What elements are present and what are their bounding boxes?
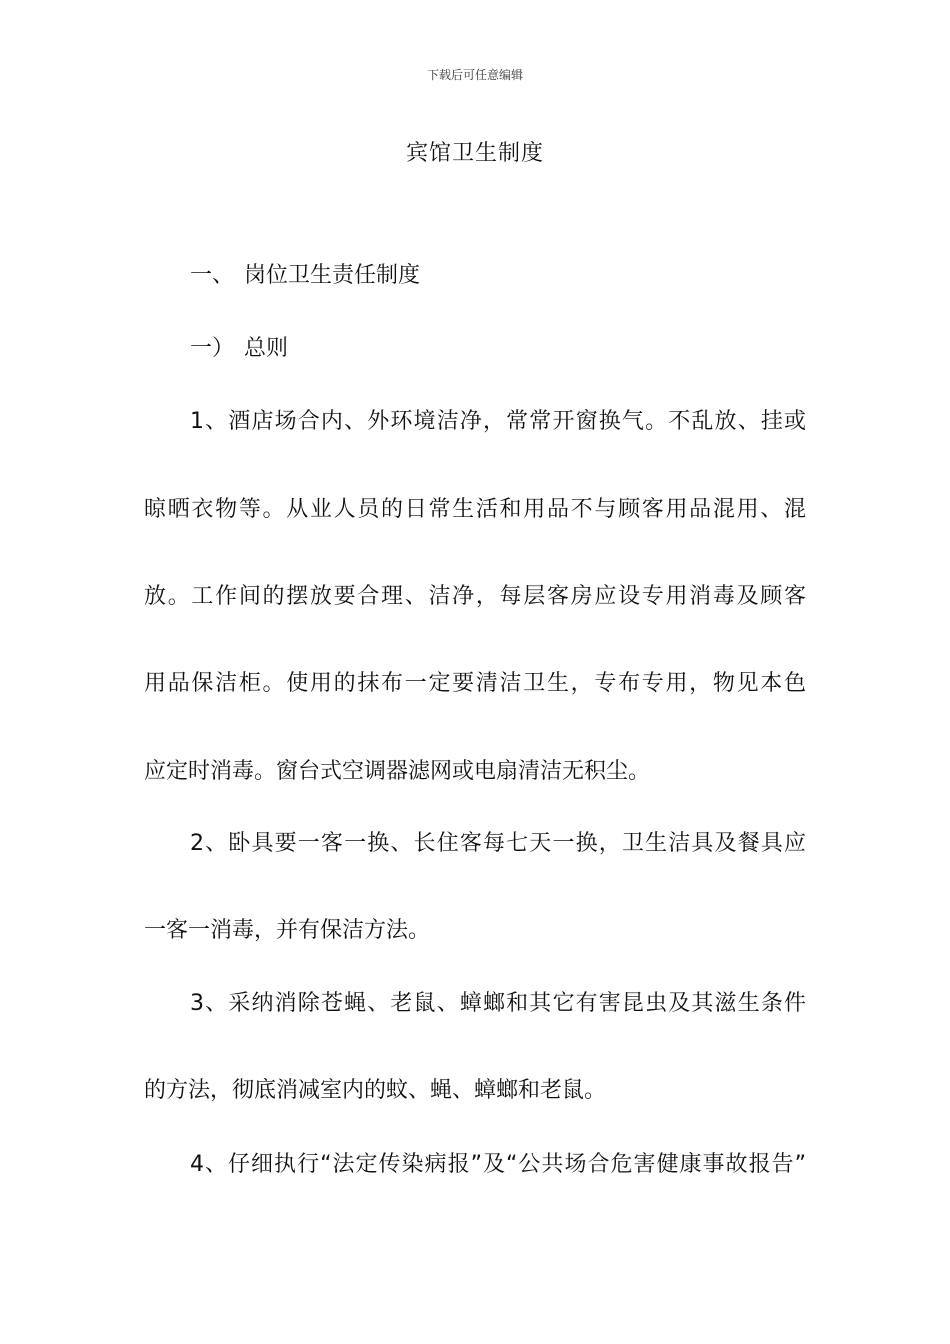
subsection-title: 总则 xyxy=(244,336,289,361)
paragraph-line: 用品保洁柜。使用的抹布一定要清洁卫生，专布专用，物见本色 xyxy=(144,671,806,696)
paragraph-line: 1、酒店场合内、外环境洁净，常常开窗换气。不乱放、挂或 xyxy=(190,409,806,434)
section-number: 一、 xyxy=(190,263,235,288)
paragraph-line: 的方法，彻底消减室内的蚊、蝇、蟑螂和老鼠。 xyxy=(144,1078,607,1103)
paragraph-line: 2、卧具要一客一换、长住客每七天一换，卫生洁具及餐具应 xyxy=(190,831,806,856)
section-title: 岗位卫生责任制度 xyxy=(244,263,421,288)
page-header-note: 下载后可任意编辑 xyxy=(426,68,523,82)
paragraph-line: 4、仔细执行“法定传染病报”及“公共场合危害健康事故报告” xyxy=(190,1152,806,1177)
paragraph-line: 3、采纳消除苍蝇、老鼠、蟑螂和其它有害昆虫及其滋生条件 xyxy=(190,991,806,1016)
paragraph-line: 应定时消毒。窗台式空调器滤网或电扇清洁无积尘。 xyxy=(144,759,651,784)
paragraph-line: 晾晒衣物等。从业人员的日常生活和用品不与顾客用品混用、混 xyxy=(144,497,806,522)
document-title: 宾馆卫生制度 xyxy=(405,141,544,166)
paragraph-line: 一客一消毒，并有保洁方法。 xyxy=(144,918,431,943)
subsection-number: 一） xyxy=(190,336,235,361)
paragraph-line: 放。工作间的摆放要合理、洁净，每层客房应设专用消毒及顾客 xyxy=(144,584,806,609)
